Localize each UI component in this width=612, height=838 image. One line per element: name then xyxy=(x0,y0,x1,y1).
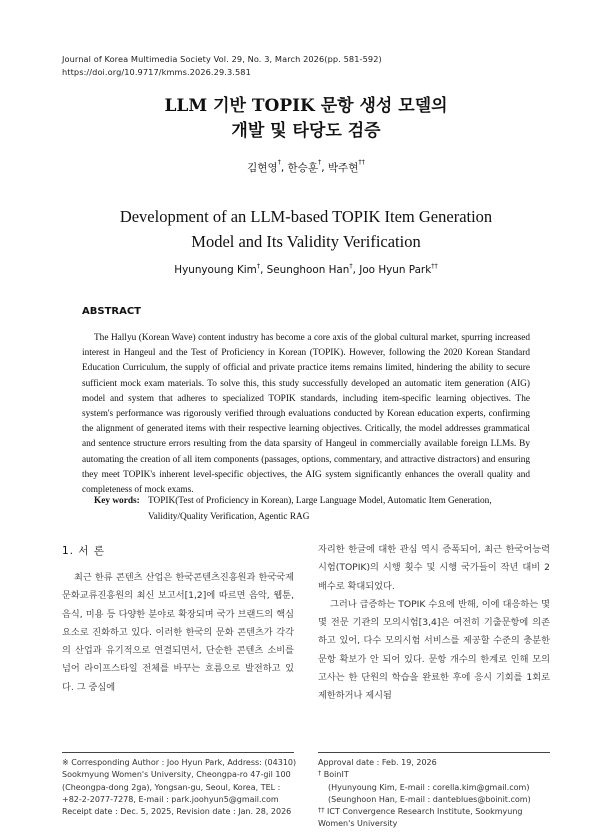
affiliation-mark: †† xyxy=(318,806,325,815)
author-name: Hyunyoung Kim xyxy=(174,264,257,276)
footnote-right xyxy=(318,757,554,831)
affiliation-mark: † xyxy=(318,769,322,778)
korean-title-line2: 개발 및 타당도 검증 xyxy=(231,121,381,141)
korean-authors xyxy=(0,160,612,175)
korean-title-line1: LLM 기반 TOPIK 문항 생성 모델의 xyxy=(164,96,448,116)
footnote-divider-right xyxy=(318,752,550,753)
footnote-divider-left xyxy=(62,752,294,753)
affiliation-mark: † xyxy=(277,158,281,166)
footnote-left xyxy=(62,757,298,818)
section-heading-introduction: 1. 서 론 xyxy=(62,545,105,557)
approval-date: Approval date : Feb. 19, 2026 xyxy=(318,758,437,767)
body-paragraph: 그러나 급증하는 TOPIK 수요에 반해, 이에 대응하는 몇몇 전문 기관의 모의시험[3,4]은 여전히 기출문항에 의존하고 있어, 다수 모의시험 서비스를 제공할 수준의 충분한 문항 확보가 안 되어 있다. 문항 개수의 한계로 인해 모의고사는 한 단원의 학습을 완료한 후에 응시 기회를 1회로 제한하거나 제시됨 xyxy=(318,598,550,702)
english-title-line2: Model and Its Validity Verification xyxy=(191,232,421,251)
author-name: 한승훈 xyxy=(287,162,318,174)
affiliation-name: BoinIT xyxy=(323,770,349,780)
author-separator: , xyxy=(280,162,288,174)
keywords xyxy=(94,494,534,525)
affiliation-mark: †† xyxy=(358,158,365,166)
author-name: Joo Hyun Park xyxy=(359,264,432,276)
author-name: 박주현 xyxy=(327,162,359,174)
body-column-right xyxy=(318,541,550,706)
abstract-heading: ABSTRACT xyxy=(82,306,141,317)
journal-header xyxy=(62,53,382,79)
author-name: Seunghoon Han xyxy=(266,264,350,276)
affiliation-name: ICT Convergence Research Institute, Sookmyung Women's University xyxy=(318,807,523,829)
author-separator: , xyxy=(321,162,328,174)
keywords-label: Key words: xyxy=(94,496,140,506)
abstract-text: The Hallyu (Korean Wave) content industry has become a core axis of the global cultural market, spurring increased interest in Hangeul and the Test of Proficiency in Korean (TOPIK). However, following the 2020 Korean Standard Education Curriculum, the supply of official and private practice items remains limited, hindering the ability to secure sufficient mock exam materials. To solve this, this study successfully developed an automatic item generation (AIG) model and system that adheres to specialized TOPIK standards, including item-specific learning objectives. The system's performance was rigorously verified through evaluations conducted by Korean education experts, confirming the alignment of generated items with their respective learning objectives. Critically, the model addresses grammatical and sentence structure errors resulting from the data sparsity of Hangeul in commercially available foreign LLMs. By automating the creation of all item components (passages, options, commentary, and attractive distractors) and ensuring they meet TOPIK's inherent level-specific objectives, the AIG system significantly enhances the overall quality and completeness of mock exams. xyxy=(82,333,530,496)
english-title-line1: Development of an LLM-based TOPIK Item Generation xyxy=(119,207,493,226)
affiliation-mark: † xyxy=(349,262,353,270)
journal-citation: Journal of Korea Multimedia Society Vol. 29, No. 3, March 2026(pp. 581-592) xyxy=(62,54,382,64)
affiliation-mark: † xyxy=(256,262,261,270)
keywords-text: TOPIK(Test of Proficiency in Korean), Large Language Model, Automatic Item Generation, Validity/Quality Verification, Agentic RAG xyxy=(148,496,492,522)
corresponding-author-note: ※ Corresponding Author : Joo Hyun Park, Address: (04310) Sookmyung Women's University, Cheongpa-ro 47-gil 100 (Cheongpa-dong 2ga), Yongsan-gu, Seoul, Korea, TEL : +82-2-2077-7278, E-mail : park.joohyun5@gmail.com xyxy=(62,758,297,804)
receipt-dates: Receipt date : Dec. 5, 2025, Revision date : Jan. 28, 2026 xyxy=(62,807,292,817)
affiliation-email: (Seunghoon Han, E-mail : danteblues@boinit.com) xyxy=(328,794,531,804)
english-title xyxy=(0,204,612,254)
korean-title xyxy=(0,94,612,144)
affiliation-2 xyxy=(318,806,554,831)
english-authors xyxy=(0,264,612,276)
body-column-left: 최근 한류 콘텐츠 산업은 한국콘텐츠진흥원과 한국국제문화교류진흥원의 최신 보고서[1,2]에 따르면 음악, 웹툰, 음식, 미용 등 다양한 분야로 확장되며 국가 브랜드의 핵심 요소로 진화하고 있다. 이러한 한국의 문화 콘텐츠가 각각의 산업과 유기적으로 연결되면서, 단순한 콘텐츠 소비를 넘어 라이프스타일 전체를 바꾸는 흐름으로 발전하고 있다. 그 중심에 xyxy=(62,572,294,693)
affiliation-mark: † xyxy=(317,158,322,166)
body-paragraph: 자리한 한글에 대한 관심 역시 증폭되어, 최근 한국어능력시험(TOPIK)의 시행 횟수 및 시행 국가들이 작년 대비 2배수로 확대되었다. xyxy=(318,544,550,592)
author-separator: , xyxy=(352,264,360,276)
author-separator: , xyxy=(260,264,267,276)
affiliation-1 xyxy=(318,769,554,781)
affiliation-mark: †† xyxy=(431,262,438,270)
affiliation-email: (Hyunyoung Kim, E-mail : corella.kim@gmail.com) xyxy=(328,782,530,792)
author-name: 김현영 xyxy=(247,162,278,174)
doi-link[interactable]: https://doi.org/10.9717/kmms.2026.29.3.581 xyxy=(62,67,251,77)
